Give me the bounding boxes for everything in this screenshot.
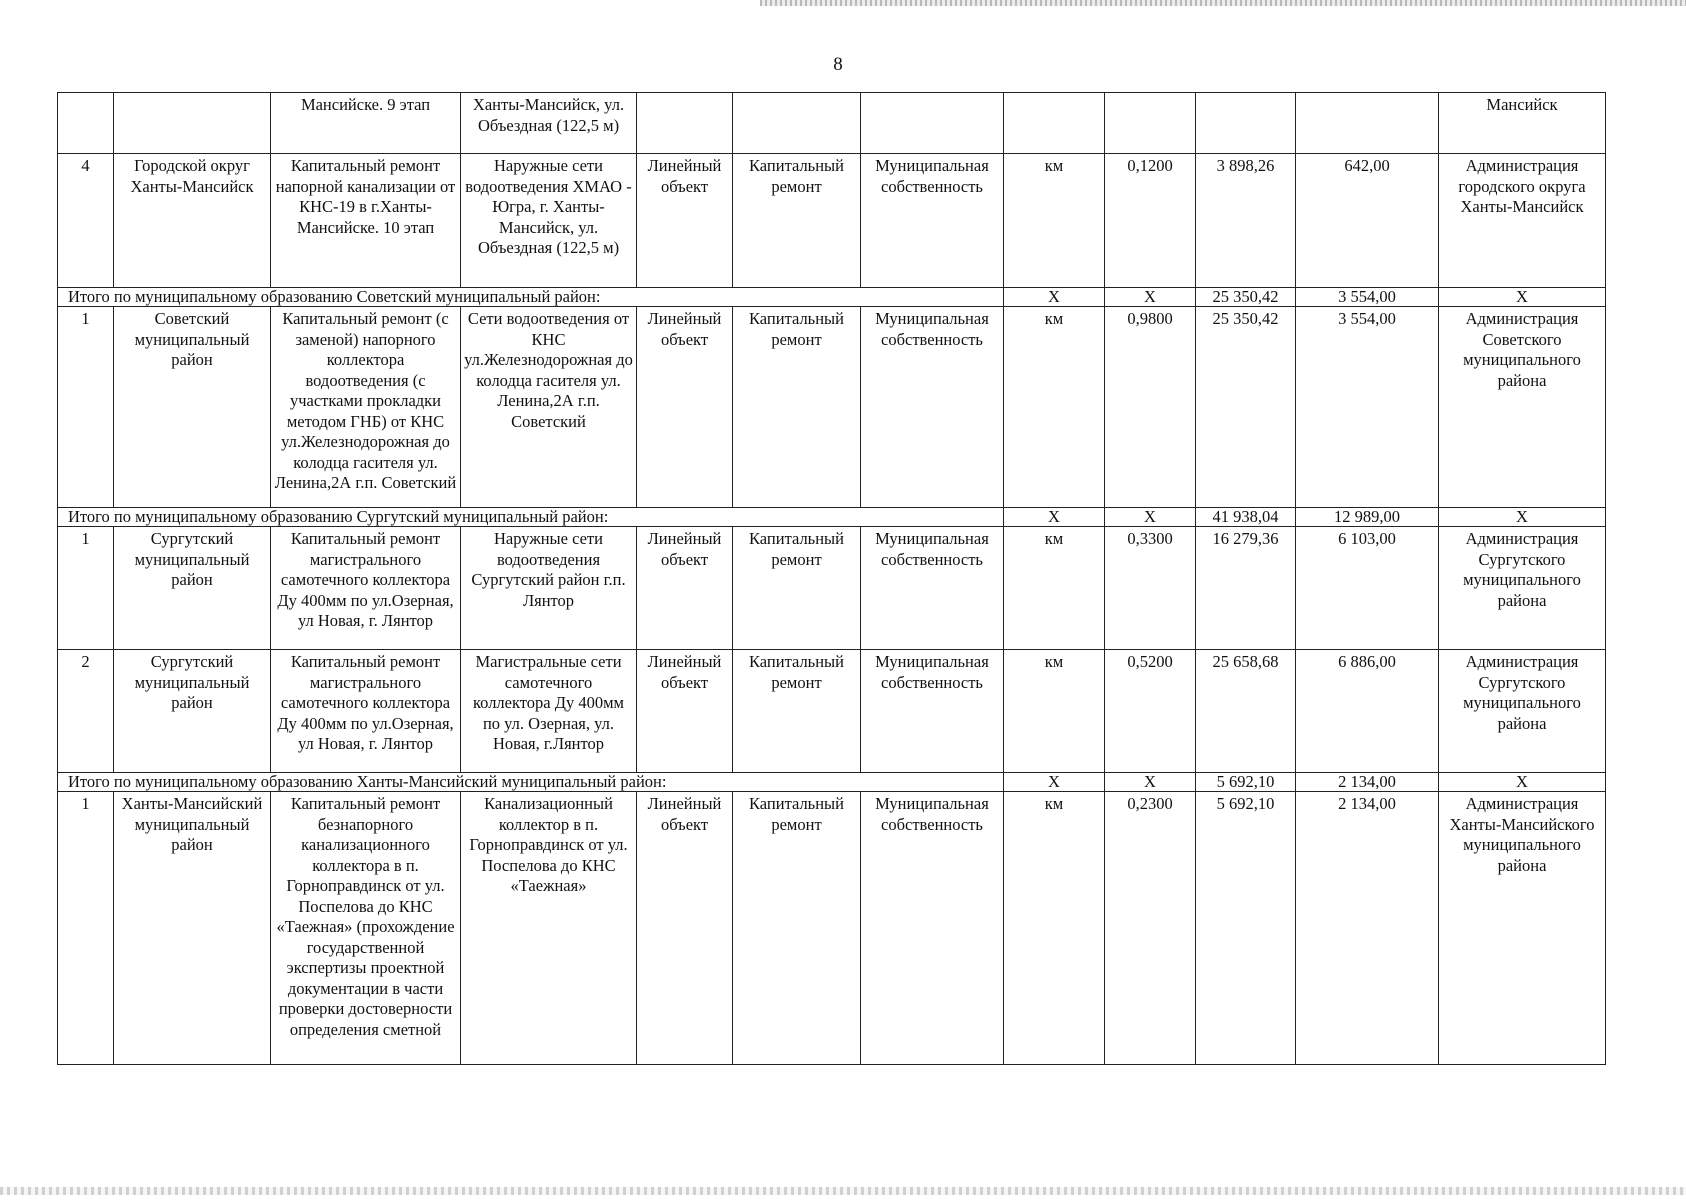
object-type-cell: Линейный объект bbox=[637, 307, 733, 508]
subtotal-customer-cell: Х bbox=[1439, 508, 1606, 527]
table-row bbox=[58, 650, 1606, 773]
subtotal-subsidy-cell: 2 134,00 bbox=[1296, 773, 1439, 792]
subsidy-cell: 2 134,00 bbox=[1296, 792, 1439, 1065]
subtotal-customer-cell: Х bbox=[1439, 288, 1606, 307]
scan-edge-top bbox=[760, 0, 1686, 6]
municipality-cell bbox=[114, 93, 271, 154]
subtotal-subsidy-cell: 12 989,00 bbox=[1296, 508, 1439, 527]
municipality-cell: Сургутский муниципальный район bbox=[114, 527, 271, 650]
object-type-cell bbox=[637, 93, 733, 154]
table-row bbox=[58, 792, 1606, 1065]
subtotal-unit-cell: Х bbox=[1004, 508, 1105, 527]
address-cell: Канализационный коллектор в п. Горноправдинск от ул. Поспелова до КНС «Таежная» bbox=[461, 792, 637, 1065]
cost-cell: 3 898,26 bbox=[1196, 154, 1296, 288]
table-row bbox=[58, 307, 1606, 508]
unit-cell: км bbox=[1004, 650, 1105, 773]
address-cell: Ханты-Мансийск, ул. Объездная (122,5 м) bbox=[461, 93, 637, 154]
work-type-cell: Капитальный ремонт bbox=[733, 650, 861, 773]
ownership-cell: Муниципальная собственность bbox=[861, 650, 1004, 773]
subtotal-label: Итого по муниципальному образованию Советский муниципальный район: bbox=[58, 288, 1004, 307]
table-row bbox=[58, 154, 1606, 288]
municipality-cell: Сургутский муниципальный район bbox=[114, 650, 271, 773]
cost-cell: 25 350,42 bbox=[1196, 307, 1296, 508]
subtotal-label: Итого по муниципальному образованию Ханты-Мансийский муниципальный район: bbox=[58, 773, 1004, 792]
cost-cell: 16 279,36 bbox=[1196, 527, 1296, 650]
quantity-cell: 0,9800 bbox=[1105, 307, 1196, 508]
object-type-cell: Линейный объект bbox=[637, 154, 733, 288]
object-name-cell: Капитальный ремонт магистрального самотечного коллектора Ду 400мм по ул.Озерная, ул Новая, г. Лянтор bbox=[271, 527, 461, 650]
table-row bbox=[58, 93, 1606, 154]
address-cell: Сети водоотведения от КНС ул.Железнодорожная до колодца гасителя ул. Ленина,2А г.п. Советский bbox=[461, 307, 637, 508]
work-type-cell: Капитальный ремонт bbox=[733, 154, 861, 288]
municipality-cell: Советский муниципальный район bbox=[114, 307, 271, 508]
subsidy-cell: 3 554,00 bbox=[1296, 307, 1439, 508]
quantity-cell: 0,2300 bbox=[1105, 792, 1196, 1065]
ownership-cell: Муниципальная собственность bbox=[861, 307, 1004, 508]
subsidy-cell: 6 886,00 bbox=[1296, 650, 1439, 773]
address-cell: Магистральные сети самотечного коллектора Ду 400мм по ул. Озерная, ул. Новая, г.Лянтор bbox=[461, 650, 637, 773]
unit-cell: км bbox=[1004, 307, 1105, 508]
unit-cell: км bbox=[1004, 154, 1105, 288]
cost-cell: 5 692,10 bbox=[1196, 792, 1296, 1065]
cost-cell: 25 658,68 bbox=[1196, 650, 1296, 773]
customer-cell: Администрация Ханты-Мансийского муниципального района bbox=[1439, 792, 1606, 1065]
subtotal-unit-cell: Х bbox=[1004, 288, 1105, 307]
row-number: 4 bbox=[58, 154, 114, 288]
subtotal-quantity-cell: Х bbox=[1105, 508, 1196, 527]
ownership-cell bbox=[861, 93, 1004, 154]
subsidy-cell bbox=[1296, 93, 1439, 154]
work-type-cell: Капитальный ремонт bbox=[733, 527, 861, 650]
customer-cell: Мансийск bbox=[1439, 93, 1606, 154]
table-body bbox=[58, 93, 1606, 1065]
subtotal-quantity-cell: Х bbox=[1105, 773, 1196, 792]
ownership-cell: Муниципальная собственность bbox=[861, 792, 1004, 1065]
ownership-cell: Муниципальная собственность bbox=[861, 154, 1004, 288]
municipality-cell: Городской округ Ханты-Мансийск bbox=[114, 154, 271, 288]
object-type-cell: Линейный объект bbox=[637, 650, 733, 773]
customer-cell: Администрация Советского муниципального района bbox=[1439, 307, 1606, 508]
customer-cell: Администрация городского округа Ханты-Мансийск bbox=[1439, 154, 1606, 288]
table-row bbox=[58, 527, 1606, 650]
object-name-cell: Капитальный ремонт (с заменой) напорного коллектора водоотведения (с участками прокладки методом ГНБ) от КНС ул.Железнодорожная до колодца гасителя ул. Ленина,2А г.п. Советский bbox=[271, 307, 461, 508]
subtotal-unit-cell: Х bbox=[1004, 773, 1105, 792]
row-number: 1 bbox=[58, 307, 114, 508]
customer-cell: Администрация Сургутского муниципального района bbox=[1439, 527, 1606, 650]
object-type-cell: Линейный объект bbox=[637, 527, 733, 650]
subtotal-cost-cell: 25 350,42 bbox=[1196, 288, 1296, 307]
objects-table bbox=[57, 92, 1606, 1065]
row-number: 2 bbox=[58, 650, 114, 773]
row-number bbox=[58, 93, 114, 154]
unit-cell bbox=[1004, 93, 1105, 154]
row-number: 1 bbox=[58, 792, 114, 1065]
subtotal-row bbox=[58, 773, 1606, 792]
unit-cell: км bbox=[1004, 527, 1105, 650]
page-number: 8 bbox=[833, 54, 843, 75]
municipality-cell: Ханты-Мансийский муниципальный район bbox=[114, 792, 271, 1065]
subtotal-cost-cell: 5 692,10 bbox=[1196, 773, 1296, 792]
object-name-cell: Капитальный ремонт напорной канализации от КНС-19 в г.Ханты-Мансийске. 10 этап bbox=[271, 154, 461, 288]
subsidy-cell: 642,00 bbox=[1296, 154, 1439, 288]
quantity-cell bbox=[1105, 93, 1196, 154]
row-number: 1 bbox=[58, 527, 114, 650]
customer-cell: Администрация Сургутского муниципального района bbox=[1439, 650, 1606, 773]
cost-cell bbox=[1196, 93, 1296, 154]
address-cell: Наружные сети водоотведения ХМАО - Югра, г. Ханты-Мансийск, ул. Объездная (122,5 м) bbox=[461, 154, 637, 288]
subtotal-row bbox=[58, 288, 1606, 307]
subtotal-customer-cell: Х bbox=[1439, 773, 1606, 792]
address-cell: Наружные сети водоотведения Сургутский район г.п. Лянтор bbox=[461, 527, 637, 650]
scan-edge-bottom bbox=[0, 1187, 1686, 1195]
work-type-cell: Капитальный ремонт bbox=[733, 792, 861, 1065]
subtotal-row bbox=[58, 508, 1606, 527]
subtotal-label: Итого по муниципальному образованию Сургутский муниципальный район: bbox=[58, 508, 1004, 527]
quantity-cell: 0,1200 bbox=[1105, 154, 1196, 288]
work-type-cell bbox=[733, 93, 861, 154]
subtotal-subsidy-cell: 3 554,00 bbox=[1296, 288, 1439, 307]
subsidy-cell: 6 103,00 bbox=[1296, 527, 1439, 650]
object-type-cell: Линейный объект bbox=[637, 792, 733, 1065]
object-name-cell: Капитальный ремонт магистрального самотечного коллектора Ду 400мм по ул.Озерная, ул Новая, г. Лянтор bbox=[271, 650, 461, 773]
unit-cell: км bbox=[1004, 792, 1105, 1065]
object-name-cell: Капитальный ремонт безнапорного канализационного коллектора в п. Горноправдинск от ул. Поспелова до КНС «Таежная» (прохождение государственной экспертизы проектной документации в части проверки достоверности определения сметной bbox=[271, 792, 461, 1065]
quantity-cell: 0,3300 bbox=[1105, 527, 1196, 650]
ownership-cell: Муниципальная собственность bbox=[861, 527, 1004, 650]
quantity-cell: 0,5200 bbox=[1105, 650, 1196, 773]
work-type-cell: Капитальный ремонт bbox=[733, 307, 861, 508]
subtotal-quantity-cell: Х bbox=[1105, 288, 1196, 307]
subtotal-cost-cell: 41 938,04 bbox=[1196, 508, 1296, 527]
object-name-cell: Мансийске. 9 этап bbox=[271, 93, 461, 154]
